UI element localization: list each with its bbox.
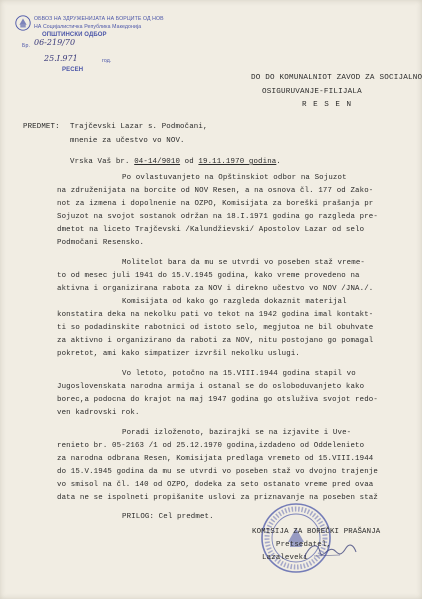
body-line: konstatira deka na nekolku pati vo tekot na 1942 godina imal kontakt- <box>57 311 374 319</box>
stamp-line-1: ОБВОЗ НА ЗДРУЖЕНИЈАТА НА БОРЦИТЕ ОД НОВ <box>34 16 164 22</box>
body-line: data ne se ispolneti propišanite uslovi za priznavanje na poseben staž <box>57 494 378 502</box>
stamp-year-suffix: год. <box>102 58 112 64</box>
reference-date: 19.11.1970 godina <box>198 158 277 166</box>
body-line: not za izmena i dopolnenie na OZPO, Komisijata za boreški prašanja pr <box>57 200 374 208</box>
reference-line <box>70 158 281 166</box>
stamp-handwritten-date: 25.I.971 <box>44 54 78 63</box>
reference-prefix: Vrska Vaš br. <box>70 158 130 166</box>
signature-line-2: Pretsedatel, <box>276 541 332 549</box>
subject-line-1: Trajčevski Lazar s. Podmočani, <box>70 123 208 131</box>
body-line: Molitelot bara da mu se utvrdi vo poseben staž vreme- <box>122 259 366 267</box>
body-line: do 15.V.1945 godina da mu se utvrdi vo poseben staž vo dvojno trajenje <box>57 468 378 476</box>
emblem-icon <box>14 14 32 32</box>
body-line: ti so podadinskite rabotnici od istoto selo, megjutoa ne bil obuhvate <box>57 324 374 332</box>
body-line: pokretot, ami kako simpatizer izvršil nekolku uslugi. <box>57 350 301 358</box>
attachment-line: PRILOG: Cel predmet. <box>122 513 214 521</box>
body-line: Sojuzot na svojot sostanok održan na 18.I.1971 godina go razgleda pre- <box>57 213 378 221</box>
stamp-handwritten-number: 06-219/70 <box>34 38 76 47</box>
addressee-line-1: DO DO KOMUNALNIOT ZAVOD ZA SOCIJALNO <box>251 74 422 82</box>
body-line: borec,a podocna do krajot na maj 1947 godina go otsluživa svojot redo- <box>57 396 378 404</box>
signature-line-1: KOMISIJA ZA BOREČKI PRAŠANJA <box>252 528 381 536</box>
stamp-line-3: ОПШТИНСКИ ОДБОР <box>42 32 107 38</box>
body-line: za narodna odbrana Resen, Komisijata predlaga vremeto od 15.VIII.1944 <box>57 455 374 463</box>
body-line: ven kadrovski rok. <box>57 409 140 417</box>
addressee-line-3: R E S E N <box>302 101 353 109</box>
reference-middle: od <box>184 158 194 166</box>
body-line: na združenijata na borcite od NOV Resen, a na osnova čl. 177 od Zako- <box>57 187 374 195</box>
office-stamp <box>12 6 164 92</box>
body-line: Vo letoto, potočno na 15.VIII.1944 godina stapil vo <box>122 370 356 378</box>
subject-line-2: mnenie za učestvo vo NOV. <box>70 137 185 145</box>
body-line: Podmočani Resensko. <box>57 239 145 247</box>
body-line: Komisijata od kako go razgleda dokaznit materijal <box>122 298 347 306</box>
body-line: dmetot na liceto Trajčevski /Kalundžievski/ Apostolov Lazar od selo <box>57 226 365 234</box>
body-line: aktivna i organizirana rabota za NOV i direkno učestvo vo NOV /JNA./. <box>57 285 374 293</box>
reference-end: . <box>276 158 281 166</box>
stamp-number-label: Бр. <box>22 43 31 49</box>
body-line: renieto br. 05-2163 /1 od 25.12.1970 godina,izdadeno od Oddelenieto <box>57 442 365 450</box>
body-line: Po ovlastuvanjeto na Opštinskiot odbor na Sojuzot <box>122 174 347 182</box>
body-line: to od mesec juli 1941 do 15.V.1945 godina, kako vreme provedeno na <box>57 272 360 280</box>
handwritten-signature-icon <box>300 538 360 566</box>
body-line: za aktivno i organizirano da raboti za NOV, nitu postojano go pomagal <box>57 337 374 345</box>
subject-label: PREDMET: <box>23 123 60 131</box>
signature-line-3: Lazaleveki <box>262 554 308 562</box>
body-line: vo smisol na čl. 140 od OZPO, dodeka za seto ostanato vreme pred ovaa <box>57 481 374 489</box>
addressee-line-2: OSIGURUVANJE-FILIJALA <box>262 88 362 96</box>
body-line: Poradi izloženoto, bazirajki se na izjavite i Uve- <box>122 429 352 437</box>
stamp-line-2: НА Социјалистичка Република Македонија <box>34 24 142 30</box>
reference-number: 04-14/9010 <box>134 158 181 166</box>
body-line: Jugoslovenskata narodna armija i ostanal se do osloboduvanjeto kako <box>57 383 365 391</box>
stamp-city: РЕСЕН <box>62 67 84 73</box>
